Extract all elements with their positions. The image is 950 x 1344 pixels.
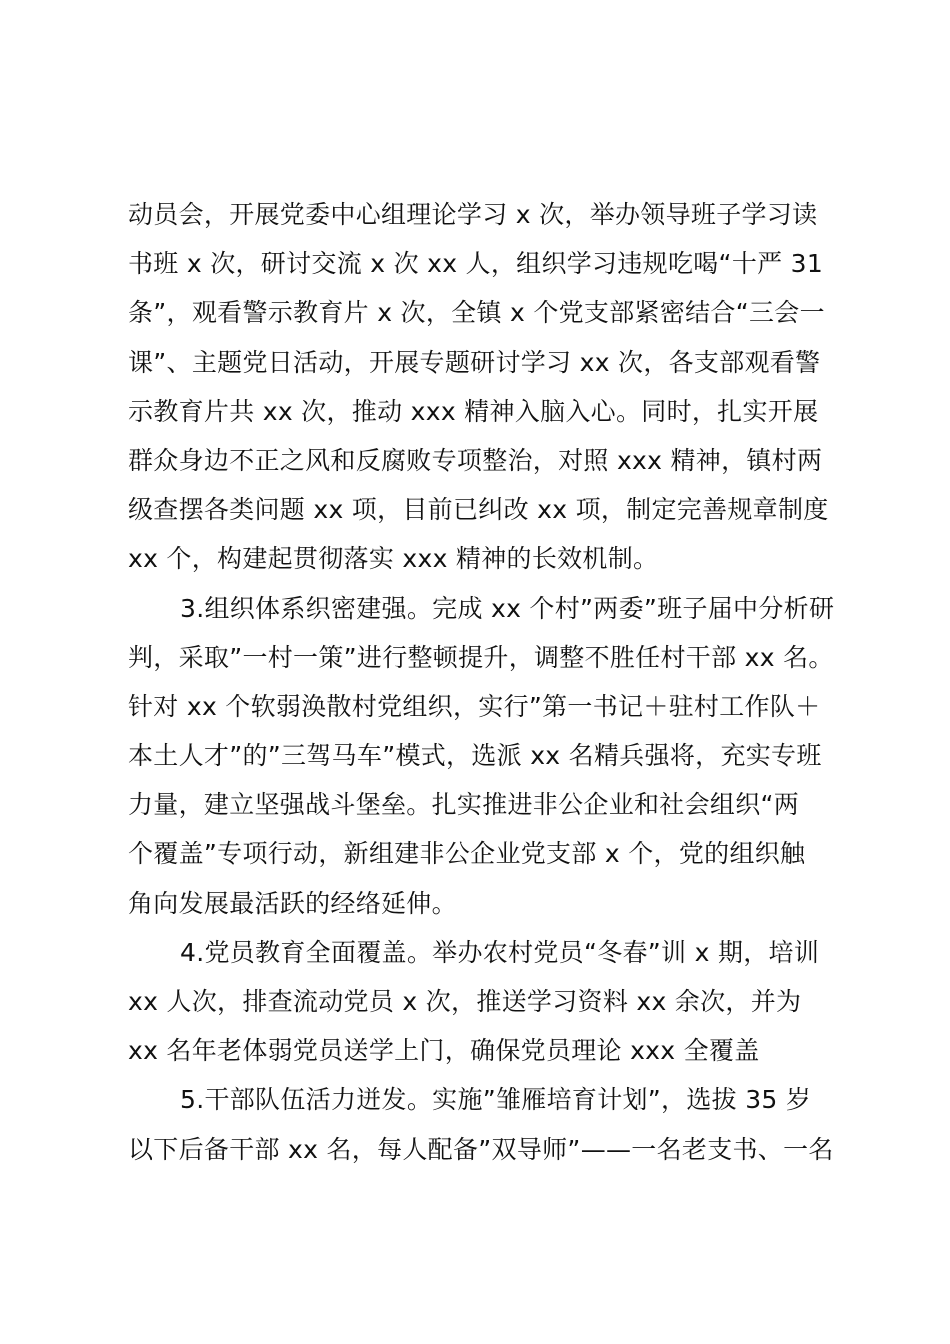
paragraph-line: 动员会，开展党委中心组理论学习 x 次，举办领导班子学习读	[128, 200, 818, 229]
paragraph-line: 课”、主题党日活动，开展专题研讨学习 xx 次，各支部观看警	[128, 347, 821, 377]
paragraph-line: 书班 x 次，研讨交流 x 次 xx 人，组织学习违规吃喝“十严 31	[128, 249, 824, 279]
section-heading-line: 4.党员教育全面覆盖。举办农村党员“冬春”训 x 期，培训	[180, 937, 820, 967]
paragraph-line: xx 人次，排查流动党员 x 次，推送学习资料 xx 余次，并为	[128, 987, 802, 1016]
section-heading-line: 3.组织体系织密建强。完成 xx 个村”两委”班子届中分析研	[180, 593, 835, 623]
document-body	[128, 190, 835, 1174]
paragraph-line: 个覆盖”专项行动，新组建非公企业党支部 x 个，党的组织触	[128, 839, 806, 869]
paragraph-line: 判，采取”一村一策”进行整顿提升，调整不胜任村干部 xx 名。	[128, 642, 834, 672]
paragraph-line: 示教育片共 xx 次，推动 xxx 精神入脑入心。同时，扎实开展	[128, 396, 819, 426]
paragraph-line: 条”，观看警示教育片 x 次，全镇 x 个党支部紧密结合“三会一	[128, 298, 825, 328]
section-heading-line: 5.干部队伍活力迸发。实施”雏雁培育计划”，选拔 35 岁	[180, 1085, 812, 1115]
paragraph-line: 级查摆各类问题 xx 项，目前已纠改 xx 项，制定完善规章制度	[128, 495, 829, 525]
paragraph-line: 本土人才”的”三驾马车”模式，选派 xx 名精兵强将，充实专班	[128, 741, 822, 771]
paragraph-line: 群众身边不正之风和反腐败专项整治，对照 xxx 精神，镇村两	[128, 445, 823, 475]
paragraph-line: 以下后备干部 xx 名，每人配备”双导师”——一名老支书、一名	[128, 1134, 834, 1164]
paragraph-line: xx 名年老体弱党员送学上门，确保党员理论 xxx 全覆盖	[128, 1036, 760, 1066]
paragraph-line: 针对 xx 个软弱涣散村党组织，实行”第一书记＋驻村工作队＋	[128, 691, 821, 721]
paragraph-line: 力量，建立坚强战斗堡垒。扎实推进非公企业和社会组织“两	[128, 790, 800, 820]
paragraph-line: 角向发展最活跃的经络延伸。	[128, 888, 457, 918]
paragraph-line: xx 个，构建起贯彻落实 xxx 精神的长效机制。	[128, 544, 659, 574]
